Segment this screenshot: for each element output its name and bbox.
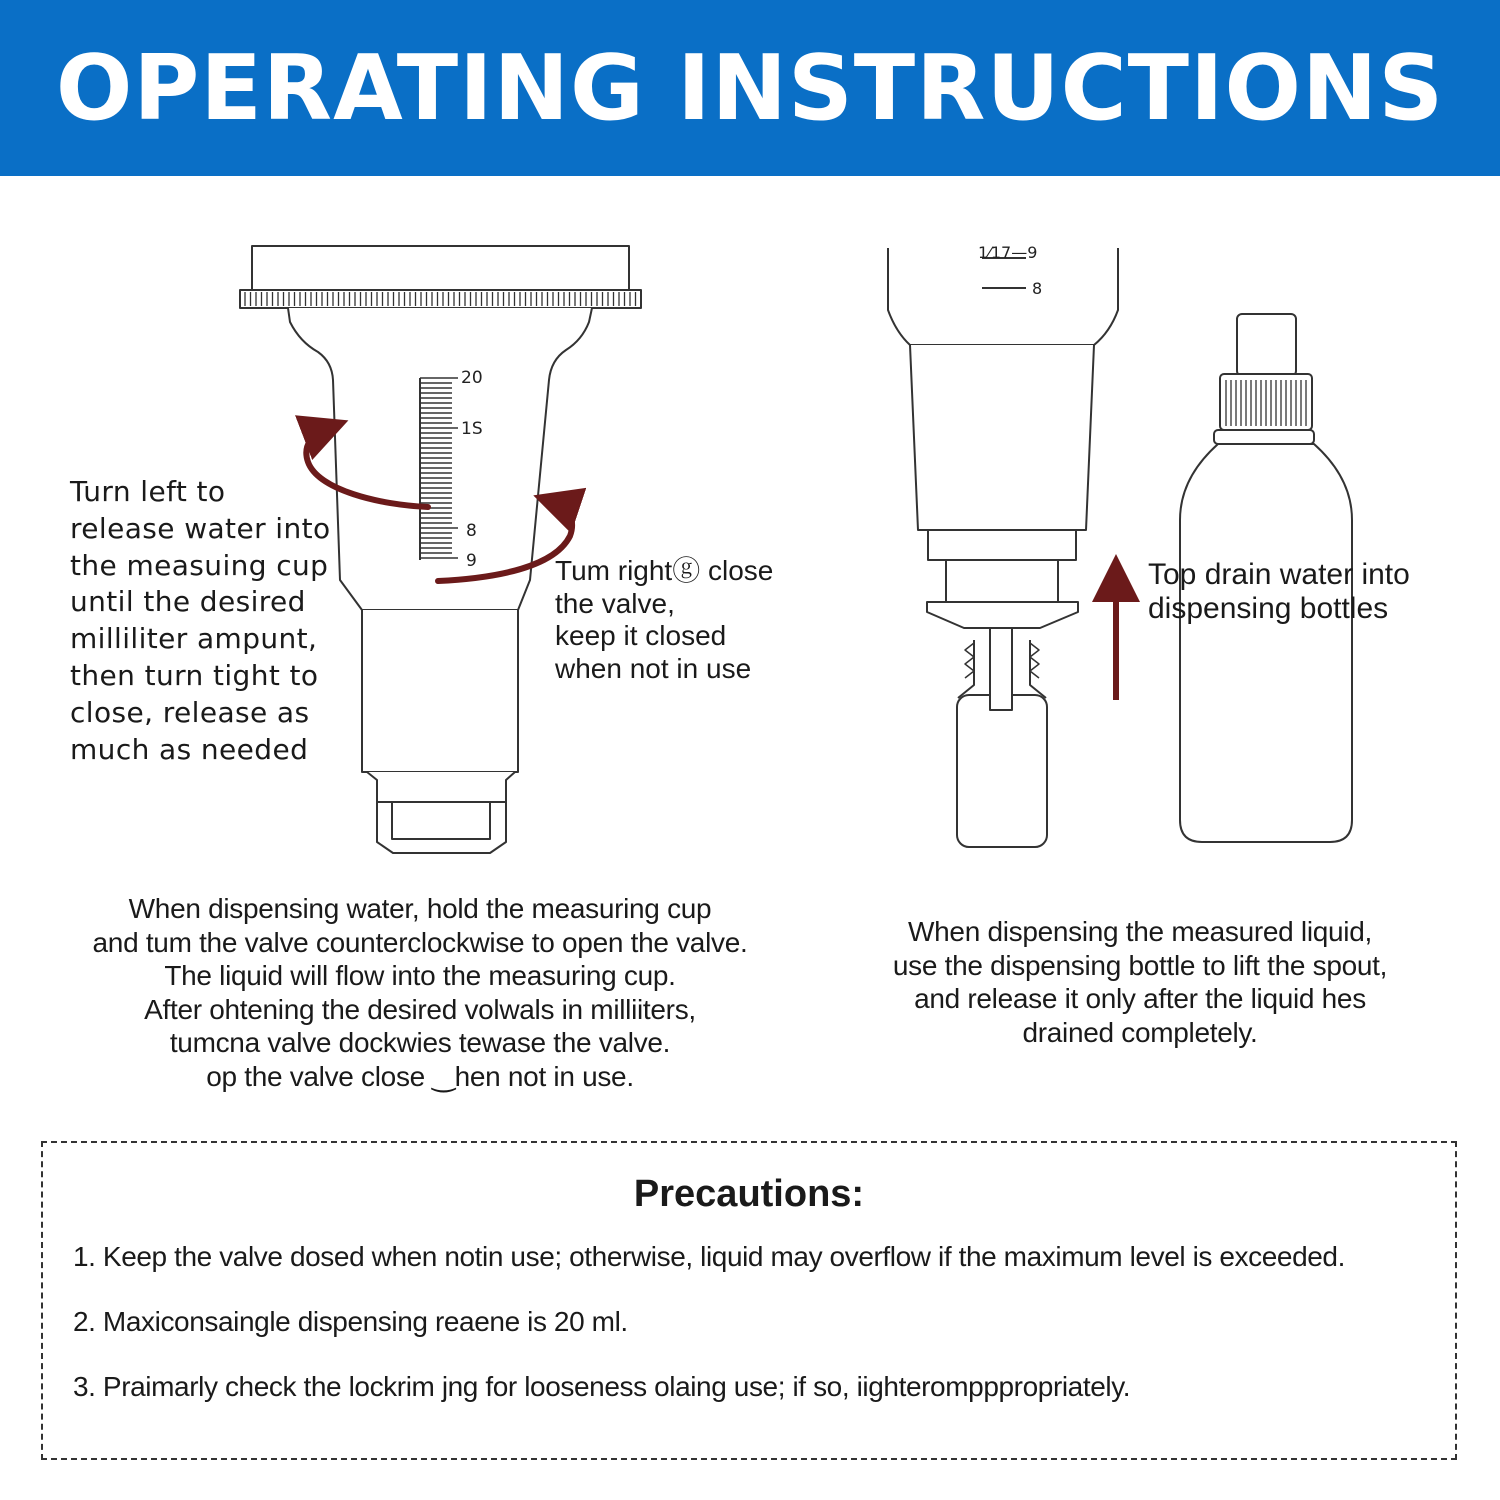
reservoir-spout <box>990 628 1012 710</box>
cup-valve-housing <box>362 610 518 772</box>
cup-cap <box>252 246 629 290</box>
cup-outlet <box>392 802 490 839</box>
reservoir-valve-base <box>946 560 1058 602</box>
header-banner <box>0 0 1500 176</box>
precautions-title: Precautions: <box>633 1173 865 1215</box>
cup-scale-label: 8 <box>466 521 477 541</box>
cup-scale-label: 20 <box>461 368 483 388</box>
reservoir-body <box>888 248 1118 345</box>
cup-body <box>288 308 592 610</box>
cup-scale-label: 1S <box>461 419 483 439</box>
page-title: OPERATING INSTRUCTIONS <box>55 35 1445 141</box>
turn-left-label: Turn left to release water into the measuing cup until the desired milliliter ampunt, then turn tight to close, release as much as needed <box>70 475 331 766</box>
bottle-neck-ring <box>1214 430 1314 444</box>
reservoir-illustration <box>888 243 1118 847</box>
precaution-item: 1. Keep the valve dosed when notin use; otherwise, liquid may overflow if the maximum level is exceeded. <box>73 1241 1345 1272</box>
precautions-box <box>41 1141 1457 1460</box>
reservoir-scale-label: 8 <box>1032 279 1043 298</box>
cup-scale-label: 9 <box>466 551 477 571</box>
reservoir-valve <box>928 530 1076 560</box>
turn-right-label: Tum rightⓖ close the valve, keep it closed when not in use <box>555 555 774 684</box>
reservoir-scale-label: 1⁄17—9 <box>978 243 1038 262</box>
precaution-item: 2. Maxiconsaingle dispensing reaene is 20 ml. <box>73 1306 628 1337</box>
small-bottle-threads-left <box>965 643 974 678</box>
cup-valve-base <box>367 772 515 802</box>
top-drain-label: Top drain water into dispensing bottles <box>1148 558 1410 625</box>
dispensing-water-paragraph: When dispensing water, hold the measuring cup and tum the valve counterclockwise to open the valve. The liquid will flow into the measuring cup. After ohtening the desired volwals in milliiters, tumcna valve dockwies tewase the valve. op the valve close ‿hen not in use. <box>92 893 748 1092</box>
precaution-item: 3. Praimarly check the lockrim jng for looseness olaing use; if so, iighterompppropriately. <box>73 1371 1131 1402</box>
reservoir-spout-flange <box>927 602 1078 628</box>
small-bottle-body <box>957 695 1047 847</box>
dispensing-liquid-paragraph: When dispensing the measured liquid, use the dispensing bottle to lift the spout, and release it only after the liquid hes drained completely. <box>892 916 1388 1048</box>
bottle-cap-top <box>1237 314 1296 376</box>
reservoir-collar <box>910 345 1094 530</box>
bottle-body <box>1180 444 1352 842</box>
small-bottle-threads-right <box>1030 643 1039 678</box>
